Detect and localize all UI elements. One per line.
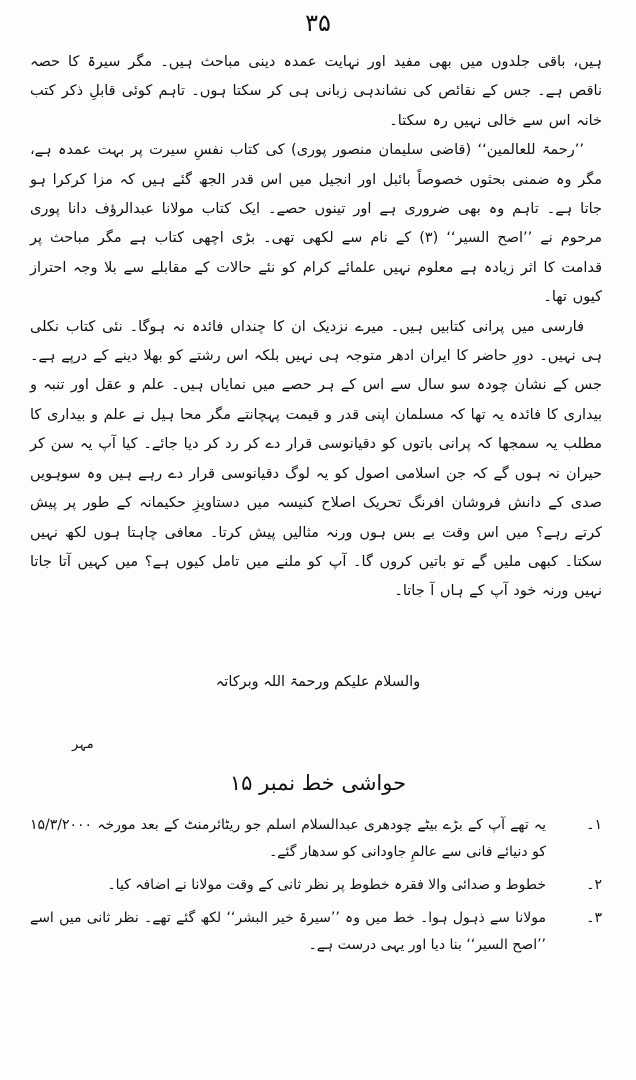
footnote-number: ۲۔ [586,877,602,893]
footnote-number: ۳۔ [586,910,602,926]
body-paragraph-2: ’’رحمۃ للعالمین‘‘ (قاضی سلیمان منصور پوری) کی کتاب نفسِ سیرت پر بہت عمدہ ہے، مگر وہ ضمنی بحثوں خصوصاً بائبل اور انجیل میں اس قدر الجھ گئے ہیں کہ مزا کرکرا ہو جاتا ہے۔ تاہم وہ بھی ضروری ہے اور تینوں حصے۔ ایک کتاب مولانا عبدالرؤف دانا پوری مرحوم نے ’’اصح السیر‘‘ (۳) کے نام سے لکھی تھی۔ بڑی اچھی کتاب ہے مگر مباحث پر قدامت کا اثر زیادہ ہے معلوم نہیں علمائے کرام کو نئے حالات کے مقابلے سے بلا وجہ احتراز کیوں تھا۔ [30,142,602,306]
footnote-item [30,812,602,866]
body-paragraph-3: فارسی میں پرانی کتابیں ہیں۔ میرے نزدیک ان کا چنداں فائدہ نہ ہوگا۔ نئی کتاب نکلی ہی نہیں۔ دورِ حاضر کا ایران ادھر متوجہ ہی نہیں بلکہ اس رشتے کو بھلا دینے کے درپے ہے۔ جس کے نشان چودہ سو سال سے اس کے ہر حصے میں نمایاں ہیں۔ علم و عقل اور تنبہ و بیداری کا فائدہ یہ تھا کہ مسلمان اپنی قدر و قیمت پہچانتے مگر محا ہیل نے علم و بیداری کا مطلب یہ سمجھا کہ پرانی باتوں کو دقیانوسی قرار دے کر رد کر دیا جائے۔ کیا آپ یہ سن کر حیران نہ ہوں گے کہ جن اسلامی اصول کو یہ لوگ دقیانوسی قرار دے رہے ہیں وہ سوہویں صدی کے دانش فروشان افرنگ تحریک اصلاح کنیسہ میں دستاویزِ حکیمانہ کے طور پر پیش کرتے رہے؟ میں اس وقت بے بس ہوں ورنہ مثالیں پیش کرتا۔ معافی چاہتا ہوں لکھ نہیں سکتا۔ کبھی ملیں گے تو باتیں کروں گا۔ آپ کو ملنے میں تامل کیوں ہے؟ میں کہیں آتا جاتا نہیں ورنہ خود آپ کے ہاں آ جاتا۔ [30,318,602,600]
body-paragraph-1: ہیں، باقی جلدوں میں بھی مفید اور نہایت عمدہ دینی مباحث ہیں۔ مگر سیرۃ کا حصہ ناقص ہے۔ جس کے نقائص کی نشاندہی زبانی ہی کر سکتا ہوں۔ تاہم کوئی قابلِ ذکر کتب خانہ اس سے خالی نہیں رہ سکتا۔ [30,54,602,129]
page-number: ۳۵ [305,9,331,37]
footnote-text: یہ تھے آپ کے بڑے بیٹے چودھری عبدالسلام اسلم جو ریٹائرمنٹ کے بعد مورخہ ۱۵/۳/۲۰۰۰ کو دنیائے فانی سے عالمِ جاودانی کو سدھار گئے۔ [30,817,546,860]
letter-body [30,48,602,607]
footnote-text: خطوط و صدائی والا فقرہ خطوط پر نظر ثانی کے وقت مولانا نے اضافہ کیا۔ [107,877,546,893]
footnotes-list [30,812,602,965]
footnote-text: مولانا سے ذہول ہوا۔ خط میں وہ ’’سیرۃ خیر البشر‘‘ لکھ گئے تھے۔ نظر ثانی میں اسے ’’اصح السیر‘‘ بنا دیا اور یہی درست ہے۔ [30,910,546,953]
footnote-number: ۱۔ [586,817,602,833]
signature: مہر [72,737,94,752]
footnotes-title: حواشی خط نمبر ۱۵ [229,771,407,795]
footnote-item [30,872,602,899]
footnote-item [30,905,602,959]
closing-salutation: والسلام علیکم ورحمۃ اللہ وبرکاتہ [215,674,421,690]
